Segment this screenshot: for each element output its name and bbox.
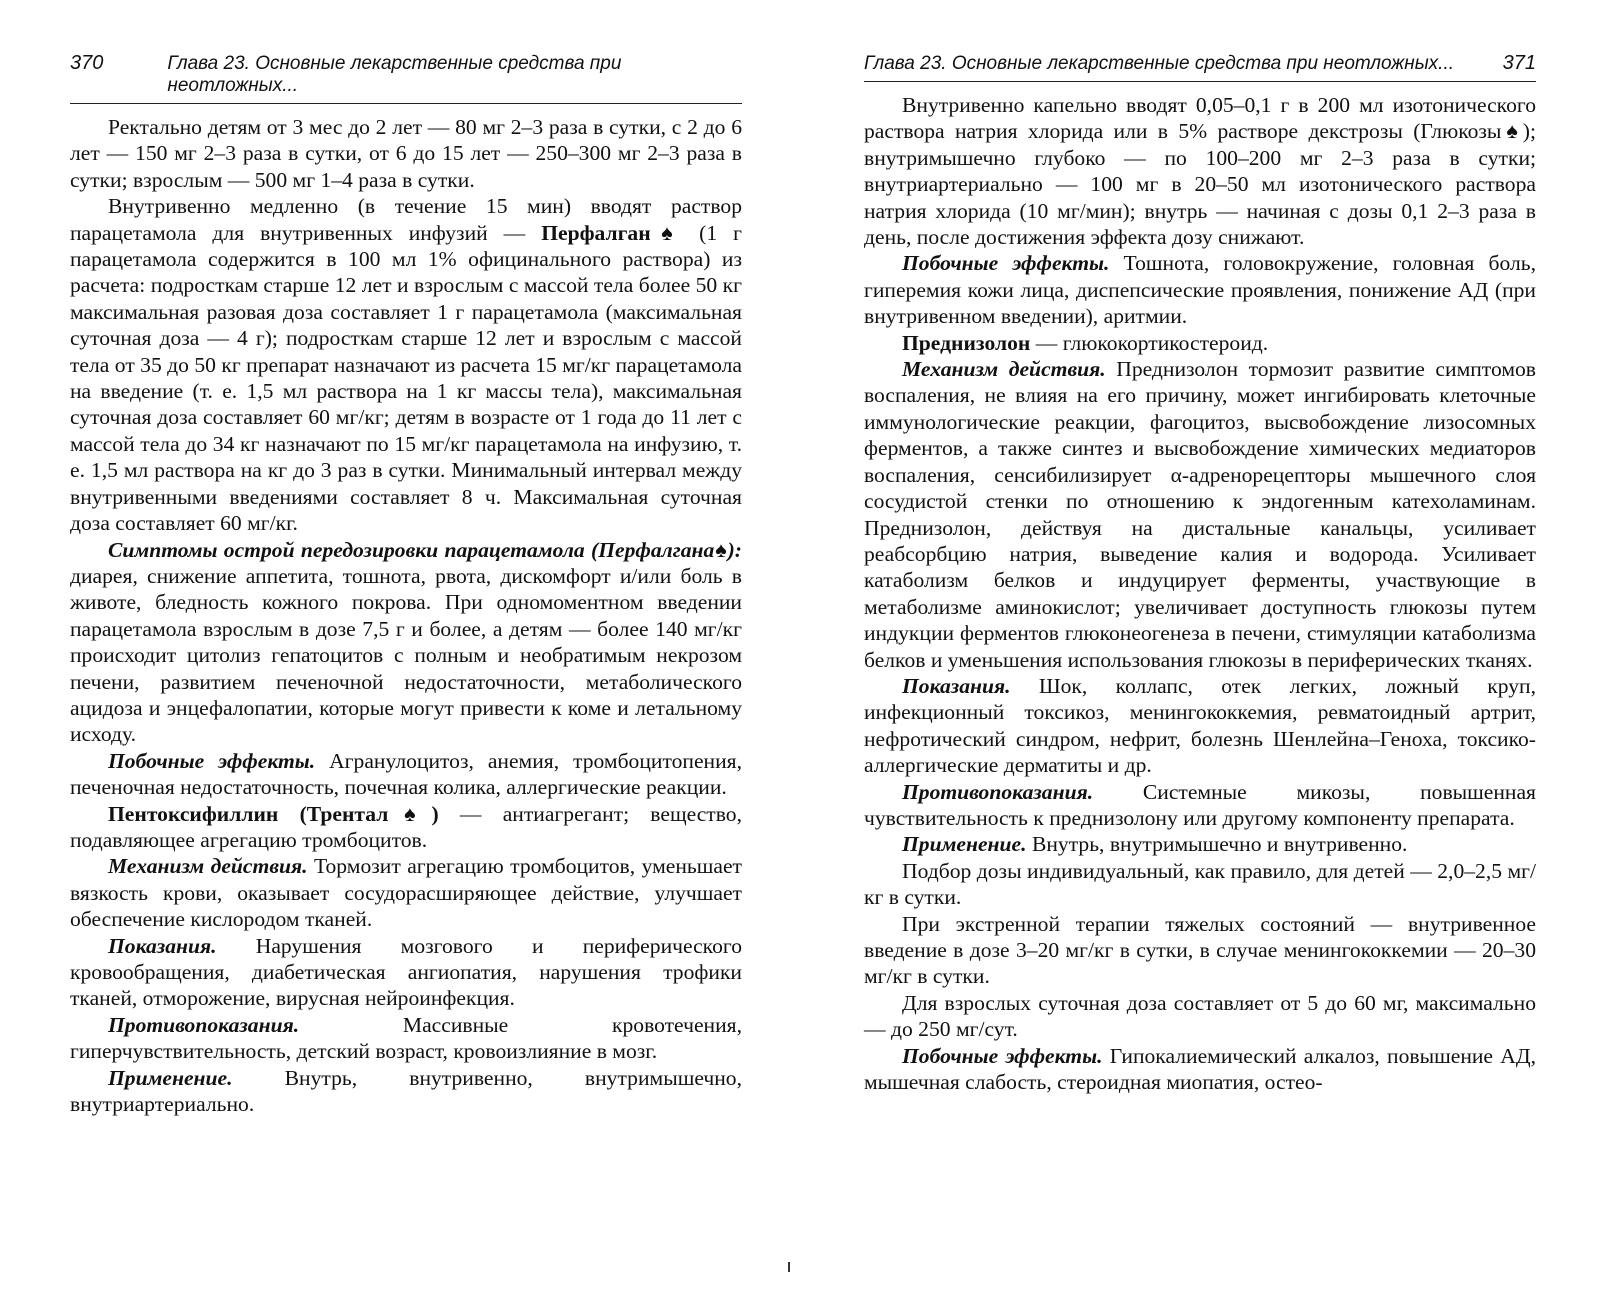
paragraph: Показания. Нарушения мозгового и периферического кровообращения, диабетическая ангиопатия, нарушения трофики тканей, отморожение, вирусная нейроинфекция. [70,933,742,1011]
left-page-number: 370 [70,52,104,74]
paragraph: Внутривенно медленно (в течение 15 мин) вводят раствор парацетамола для внутривенных инфузий — Перфалган♠ (1 г парацетамола содержится в 100 мл 1% официнального раствора) из расчета: подросткам старше 12 лет и взрослым с массой тела более 50 кг максимальная разовая доза составляет 1 г парацетамола (максимальная суточная доза — 4 г); подросткам старше 12 лет и взрослым с массой тела от 35 до 50 кг препарат назначают из расчета 15 мг/кг парацетамола на введение (т. е. 1,5 мл раствора на 1 кг массы тела), максимальная суточная доза составляет 60 мг/кг; детям в возрасте от 1 года до 11 лет с массой тела до 34 кг назначают по 15 мг/кг парацетамола на инфузию, т. е. 1,5 мл раствора на кг до 3 раз в сутки. Минимальный интервал между внутривенными введениями составляет 8 ч. Максимальная суточная доза составляет 60 мг/кг. [70,194,742,536]
paragraph: Механизм действия. Тормозит агрегацию тромбоцитов, уменьшает вязкость крови, оказывает сосудорасширяющее действие, улучшает обеспечение кислородом тканей. [70,854,742,932]
paragraph: Подбор дозы индивидуальный, как правило, для детей — 2,0–2,5 мг/кг в сутки. [864,858,1536,910]
scan-artifact-mark [788,1262,790,1272]
left-page-body [70,114,742,1117]
paragraph: Побочные эффекты. Агранулоцитоз, анемия, тромбоцитопения, печеночная недостаточность, почечная колика, аллергические реакции. [70,748,742,800]
left-page-header [70,52,742,104]
section-heading: Механизм действия. [108,854,308,879]
paragraph: Применение. Внутрь, внутримышечно и внутривенно. [902,832,1408,857]
paragraph: Преднизолон — глюкокортикостероид. [902,330,1269,355]
paragraph: Показания. Шок, коллапс, отек легких, ложный круп, инфекционный токсикоз, менингококкемия, ревматоидный артрит, нефротический синдром, нефрит, болезнь Шенлейна–Геноха, токсико-аллергические дерматиты и др. [864,673,1536,778]
right-page-body [864,92,1536,1095]
paragraph: Симптомы острой передозировки парацетамола (Перфалгана♠): диарея, снижение аппетита, тошнота, рвота, дискомфорт и/или боль в животе, бледность кожного покрова. При одномоментном введении парацетамола взрослым в дозе 7,5 г и более, а детям — более 140 мг/кг происходит цитолиз гепатоцитов с полным и необратимым некрозом печени, развитием печеночной недостаточности, метаболического ацидоза и энцефалопатии, которые могут привести к коме и летальному исходу. [70,537,742,747]
paragraph: Применение. Внутрь, внутривенно, внутримышечно, внутриартериально. [70,1065,742,1117]
paragraph: При экстренной терапии тяжелых состояний — внутривенное введение в дозе 3–20 мг/кг в сутки, в случае менингококкемии — 20–30 мг/кг в сутки. [864,911,1536,989]
section-heading: Применение. [902,832,1027,857]
section-heading: Побочные эффекты. [108,748,316,773]
section-heading: Механизм действия. [902,357,1106,382]
section-heading: Противопоказания. [902,779,1094,804]
paragraph: Побочные эффекты. Гипокалиемический алкалоз, повышение АД, мышечная слабость, стероидная миопатия, остео- [864,1043,1536,1095]
paragraph: Внутривенно капельно вводят 0,05–0,1 г в 200 мл изотонического раствора натрия хлорида или в 5% растворе декстрозы (Глюкозы♠); внутримышечно глубоко — по 100–200 мг 2–3 раза в сутки; внутриартериально — 100 мг в 20–50 мл изотонического раствора натрия хлорида (10 мг/мин); внутрь — начиная с дозы 0,1 2–3 раза в день, после достижения эффекта дозу снижают. [864,93,1536,250]
drug-name-perfalgan: Перфалган♠ [541,220,684,245]
paragraph: Ректально детям от 3 мес до 2 лет — 80 мг 2–3 раза в сутки, с 2 до 6 лет — 150 мг 2–3 раза в сутки, от 6 до 15 лет — 250–300 мг 2–3 раза в сутки; взрослым — 500 мг 1–4 раза в сутки. [70,115,742,192]
section-heading: Показания. [902,673,1011,698]
right-page-number: 371 [1502,52,1536,74]
section-heading: Противопоказания. [108,1012,300,1037]
section-heading: Побочные эффекты. [902,1043,1103,1068]
section-heading: Побочные эффекты. [902,251,1110,276]
section-heading: Применение. [108,1065,233,1090]
drug-name-prednisolone: Преднизолон [902,330,1031,355]
section-heading: Симптомы острой передозировки парацетамола (Перфалгана♠): [108,537,742,562]
left-running-head: Глава 23. Основные лекарственные средства при неотложных... [167,53,622,96]
right-running-head: Глава 23. Основные лекарственные средства при неотложных... [864,53,1455,74]
right-page [864,52,1536,1095]
paragraph: Пентоксифиллин (Трентал♠) — антиагрегант; вещество, подавляющее агрегацию тромбоцитов. [70,801,742,852]
paragraph: Противопоказания. Системные микозы, повышенная чувствительность к преднизолону или другому компоненту препарата. [864,779,1536,830]
paragraph: Побочные эффекты. Тошнота, головокружение, головная боль, гиперемия кожи лица, диспепсические проявления, понижение АД (при внутривенном введении), аритмии. [864,251,1537,329]
drug-name-pentoxifylline: Пентоксифиллин (Трентал♠) [108,801,439,826]
paragraph: Механизм действия. Преднизолон тормозит развитие симптомов воспаления, не влияя на его причину, может ингибировать клеточные иммунологические реакции, фагоцитоз, высвобождение лизосомных ферментов, а также синтез и высвобождение химических медиаторов воспаления, сенсибилизирует α-адренорецепторы мышечного слоя сосудистой стенки по отношению к эндогенным катехоламинам. Преднизолон, действуя на дистальные канальцы, усиливает реабсорбцию натрия, выведение калия и водорода. Усиливает катаболизм белков и индуцирует ферменты, участвующие в метаболизме аминокислот; увеличивает доступность глюкозы путем индукции ферментов глюконеогенеза в печени, стимуляции катаболизма белков и уменьшения использования глюкозы в периферических тканях. [864,357,1536,672]
paragraph: Противопоказания. Массивные кровотечения, гиперчувствительность, детский возраст, кровоизлияние в мозг. [70,1012,742,1064]
left-page [70,52,742,1117]
paragraph: Для взрослых суточная доза составляет от 5 до 60 мг, максимально — до 250 мг/сут. [864,990,1536,1042]
right-page-header [864,52,1536,82]
section-heading: Показания. [108,933,217,958]
